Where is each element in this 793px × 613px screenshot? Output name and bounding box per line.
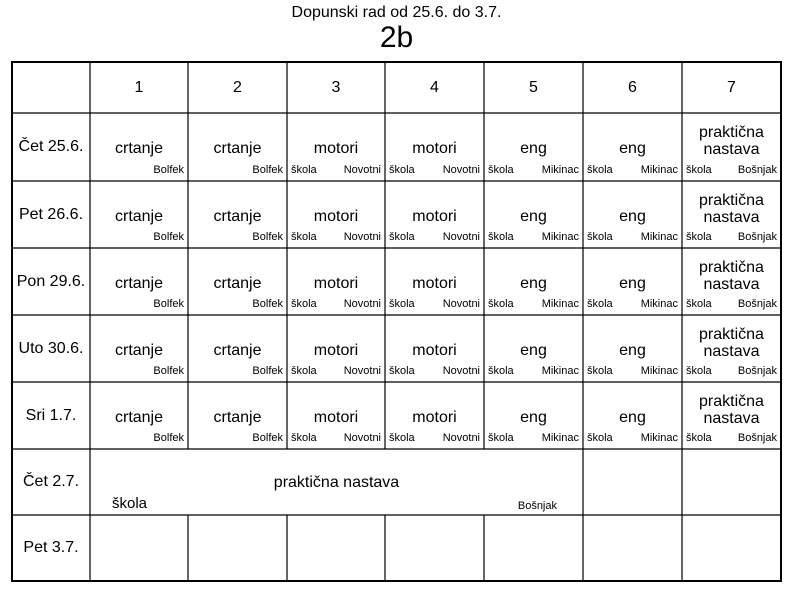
lesson-teacher: Bošnjak xyxy=(737,365,777,377)
lesson-subject: crtanje xyxy=(114,409,164,426)
lesson-subject: crtanje xyxy=(114,208,164,225)
lesson-teacher: Bolfek xyxy=(252,231,283,243)
lesson-room: škola xyxy=(389,164,415,176)
lesson-cell xyxy=(90,248,188,315)
lesson-subject: motori xyxy=(412,208,457,225)
lesson-room: škola xyxy=(587,432,613,444)
lesson-room: škola xyxy=(389,432,415,444)
lesson-cell xyxy=(188,315,287,382)
lesson-subject: crtanje xyxy=(213,140,262,157)
lesson-teacher: Mikinac xyxy=(541,365,579,377)
lesson-room: škola xyxy=(488,298,514,310)
lesson-room: škola xyxy=(686,365,712,377)
lesson-teacher: Novotni xyxy=(343,365,381,377)
lesson-subject: eng xyxy=(619,208,646,225)
lesson-teacher: Bolfek xyxy=(153,365,184,377)
lesson-cell xyxy=(583,248,682,315)
lesson-cell xyxy=(385,382,484,449)
lesson-subject: crtanje xyxy=(213,342,262,359)
lesson-subject: eng xyxy=(520,275,547,292)
lesson-subject: motori xyxy=(412,275,457,292)
lesson-teacher: Novotni xyxy=(442,298,480,310)
lesson-room: škola xyxy=(686,298,712,310)
day-label: Uto 30.6. xyxy=(18,339,84,357)
lesson-cell xyxy=(583,181,682,248)
lesson-cell xyxy=(287,248,385,315)
lesson-subject: eng xyxy=(520,409,547,426)
lesson-subject: eng xyxy=(520,208,547,225)
lesson-subject: motori xyxy=(313,275,359,292)
lesson-room: škola xyxy=(291,365,317,377)
lesson-room: škola xyxy=(291,164,317,176)
period-header: 5 xyxy=(529,78,538,96)
lesson-room: škola xyxy=(686,231,712,243)
lesson-cell xyxy=(287,382,385,449)
lesson-room: škola xyxy=(488,432,514,444)
lesson-room: škola xyxy=(488,365,514,377)
lesson-cell xyxy=(682,315,781,382)
lesson-teacher: Mikinac xyxy=(640,365,678,377)
lesson-cell xyxy=(188,113,287,181)
lesson-teacher: Mikinac xyxy=(640,164,678,176)
lesson-subject: motori xyxy=(412,342,457,359)
period-header: 7 xyxy=(727,78,736,96)
lesson-subject: eng xyxy=(619,140,646,157)
lesson-room: škola xyxy=(291,231,317,243)
lesson-subject: motori xyxy=(313,140,359,157)
lesson-subject: crtanje xyxy=(114,140,164,157)
day-label: Sri 1.7. xyxy=(25,406,77,424)
lesson-cell xyxy=(682,382,781,449)
lesson-room: škola xyxy=(587,298,613,310)
lesson-teacher: Bošnjak xyxy=(737,298,777,310)
lesson-cell xyxy=(287,181,385,248)
lesson-teacher: Bolfek xyxy=(252,164,283,176)
day-label: Čet 2.7. xyxy=(22,473,80,490)
lesson-teacher: Mikinac xyxy=(640,231,678,243)
lesson-subject: praktična nastava xyxy=(699,393,764,427)
lesson-teacher: Mikinac xyxy=(541,298,579,310)
lesson-subject: crtanje xyxy=(213,409,262,426)
lesson-cell xyxy=(682,181,781,248)
lesson-room: škola xyxy=(587,164,613,176)
lesson-cell xyxy=(484,248,583,315)
lesson-subject: praktična nastava xyxy=(699,326,764,360)
period-header: 3 xyxy=(331,78,341,96)
lesson-subject: praktična nastava xyxy=(699,259,764,293)
lesson-cell xyxy=(484,113,583,181)
lesson-subject: crtanje xyxy=(213,275,262,292)
lesson-cell xyxy=(90,181,188,248)
lesson-subject: crtanje xyxy=(114,275,164,292)
day-label: Pet 3.7. xyxy=(23,539,79,556)
lesson-subject: praktična nastava xyxy=(699,124,764,158)
lesson-room: škola xyxy=(389,298,415,310)
schedule-subtitle: Dopunski rad od 25.6. do 3.7. xyxy=(291,4,502,21)
lesson-teacher: Novotni xyxy=(442,164,480,176)
lesson-teacher: Bolfek xyxy=(153,432,184,444)
lesson-room: škola xyxy=(488,164,514,176)
day-label: Čet 25.6. xyxy=(18,138,84,155)
lesson-subject: motori xyxy=(313,342,359,359)
class-title: 2b xyxy=(379,21,414,54)
lesson-subject: motori xyxy=(313,208,359,225)
lesson-cell xyxy=(287,113,385,181)
lesson-cell xyxy=(90,113,188,181)
lesson-teacher: Mikinac xyxy=(541,164,579,176)
lesson-subject: praktična nastava xyxy=(699,192,764,226)
lesson-teacher: Bolfek xyxy=(153,231,184,243)
lesson-teacher: Bolfek xyxy=(252,298,283,310)
lesson-room: škola xyxy=(112,495,148,512)
period-header: 1 xyxy=(134,78,144,96)
lesson-subject: crtanje xyxy=(114,342,164,359)
lesson-cell xyxy=(287,315,385,382)
lesson-teacher: Novotni xyxy=(442,432,480,444)
lesson-cell xyxy=(583,382,682,449)
lesson-room: škola xyxy=(389,231,415,243)
merged-lesson-cell xyxy=(90,449,583,515)
lesson-subject: eng xyxy=(520,140,547,157)
lesson-room: škola xyxy=(389,365,415,377)
lesson-teacher: Mikinac xyxy=(640,432,678,444)
lesson-subject: eng xyxy=(520,342,547,359)
lesson-teacher: Novotni xyxy=(442,231,480,243)
lesson-teacher: Mikinac xyxy=(541,432,579,444)
lesson-teacher: Mikinac xyxy=(640,298,678,310)
lesson-room: škola xyxy=(291,432,317,444)
lesson-cell xyxy=(682,113,781,181)
lesson-subject: motori xyxy=(412,409,457,426)
lesson-teacher: Bolfek xyxy=(252,432,283,444)
lesson-teacher: Bolfek xyxy=(153,164,184,176)
day-label: Pon 29.6. xyxy=(16,272,86,290)
lesson-room: škola xyxy=(488,231,514,243)
lesson-teacher: Novotni xyxy=(343,164,381,176)
lesson-teacher: Bolfek xyxy=(153,298,184,310)
lesson-cell xyxy=(484,315,583,382)
lesson-cell xyxy=(90,315,188,382)
lesson-subject: praktična nastava xyxy=(273,474,400,491)
day-label: Pet 26.6. xyxy=(18,205,84,223)
lesson-subject: motori xyxy=(412,140,457,157)
lesson-teacher: Mikinac xyxy=(541,231,579,243)
lesson-subject: eng xyxy=(619,342,646,359)
lesson-teacher: Bošnjak xyxy=(737,231,777,243)
lesson-teacher: Novotni xyxy=(343,298,381,310)
lesson-subject: eng xyxy=(619,409,646,426)
lesson-cell xyxy=(484,382,583,449)
lesson-room: škola xyxy=(686,164,712,176)
lesson-cell xyxy=(90,382,188,449)
period-header: 2 xyxy=(233,78,242,96)
lesson-teacher: Bošnjak xyxy=(737,432,777,444)
period-header: 4 xyxy=(430,78,439,96)
period-header: 6 xyxy=(628,78,637,96)
lesson-room: škola xyxy=(291,298,317,310)
lesson-cell xyxy=(583,315,682,382)
lesson-cell xyxy=(385,181,484,248)
lesson-cell xyxy=(484,181,583,248)
lesson-teacher: Novotni xyxy=(442,365,480,377)
lesson-room: škola xyxy=(587,231,613,243)
lesson-cell xyxy=(188,382,287,449)
lesson-subject: crtanje xyxy=(213,208,262,225)
lesson-teacher: Bošnjak xyxy=(517,500,557,512)
lesson-cell xyxy=(385,113,484,181)
lesson-teacher: Bolfek xyxy=(252,365,283,377)
lesson-teacher: Novotni xyxy=(343,432,381,444)
lesson-cell xyxy=(682,248,781,315)
lesson-teacher: Bošnjak xyxy=(737,164,777,176)
lesson-room: škola xyxy=(587,365,613,377)
lesson-cell xyxy=(385,248,484,315)
lesson-cell xyxy=(385,315,484,382)
lesson-subject: eng xyxy=(619,275,646,292)
lesson-cell xyxy=(583,113,682,181)
lesson-cell xyxy=(188,181,287,248)
lesson-subject: motori xyxy=(313,409,359,426)
lesson-teacher: Novotni xyxy=(343,231,381,243)
lesson-cell xyxy=(188,248,287,315)
lesson-room: škola xyxy=(686,432,712,444)
